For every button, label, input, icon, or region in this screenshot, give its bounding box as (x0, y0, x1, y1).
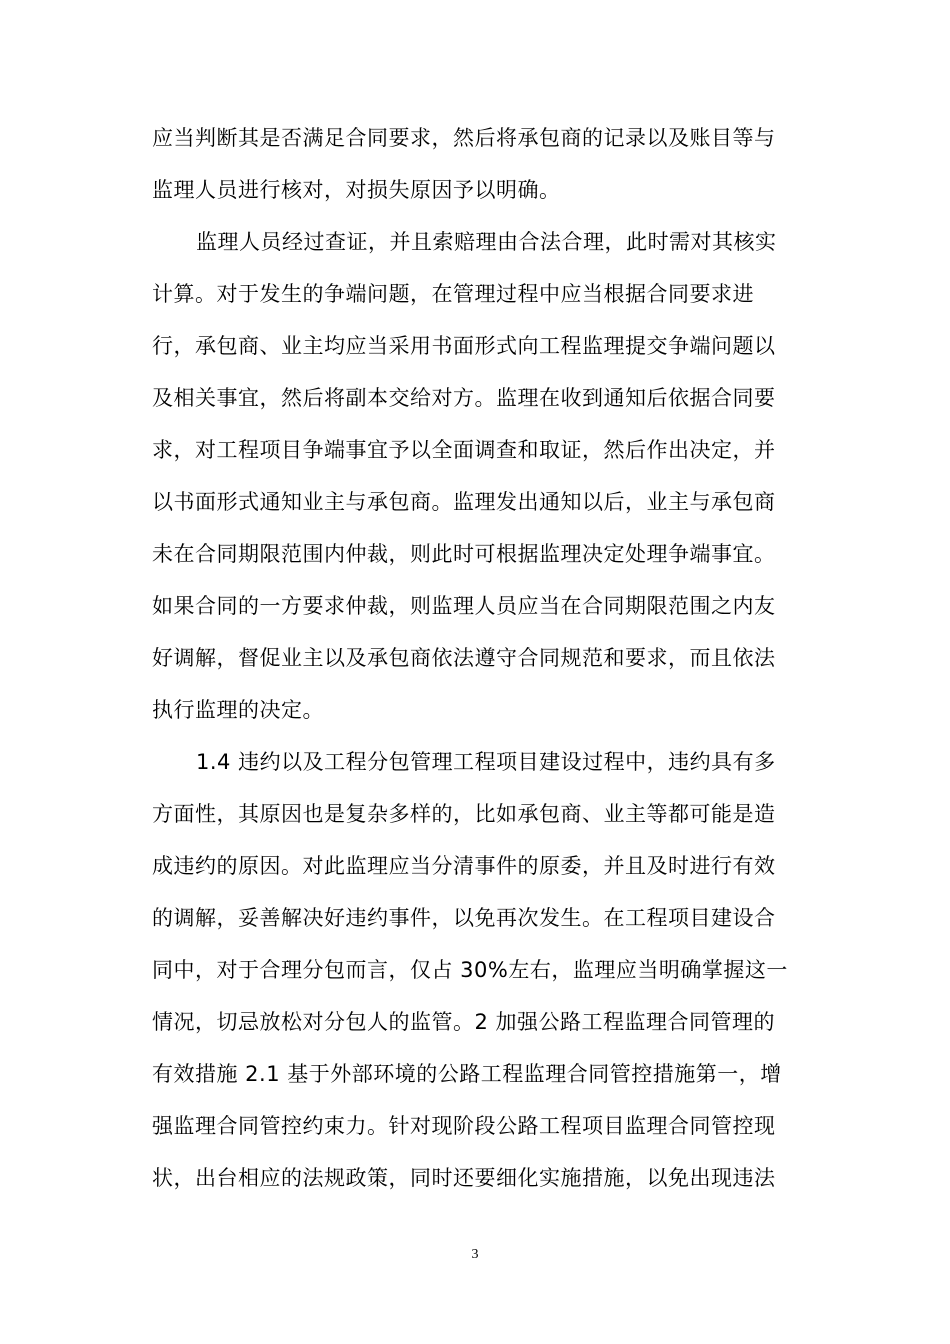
paragraph-first-line: 1.4 违约以及工程分包管理工程项目建设过程中，违约具有多 (196, 750, 776, 774)
body-text-line: 及相关事宜，然后将副本交给对方。监理在收到通知后依据合同要 (152, 386, 776, 410)
body-text-line: 的调解，妥善解决好违约事件，以免再次发生。在工程项目建设合 (152, 906, 776, 930)
body-text-line: 未在合同期限范围内仲裁，则此时可根据监理决定处理争端事宜。 (152, 542, 776, 566)
body-text-line: 以书面形式通知业主与承包商。监理发出通知以后，业主与承包商 (152, 490, 776, 514)
body-text-line: 成违约的原因。对此监理应当分清事件的原委，并且及时进行有效 (152, 854, 776, 878)
body-text-line: 执行监理的决定。 (152, 698, 324, 722)
body-text-line: 方面性，其原因也是复杂多样的，比如承包商、业主等都可能是造 (152, 802, 776, 826)
body-text-line: 行，承包商、业主均应当采用书面形式向工程监理提交争端问题以 (152, 334, 776, 358)
paragraph-first-line: 监理人员经过查证，并且索赔理由合法合理，此时需对其核实 (196, 230, 777, 254)
body-text-line: 状，出台相应的法规政策，同时还要细化实施措施，以免出现违法 (152, 1166, 776, 1190)
body-text-line: 应当判断其是否满足合同要求，然后将承包商的记录以及账目等与 (152, 126, 776, 150)
body-text-line: 强监理合同管控约束力。针对现阶段公路工程项目监理合同管控现 (152, 1114, 776, 1138)
body-text-line: 好调解，督促业主以及承包商依法遵守合同规范和要求，而且依法 (152, 646, 776, 670)
body-text-line: 计算。对于发生的争端问题，在管理过程中应当根据合同要求进 (152, 282, 754, 306)
body-text-line: 如果合同的一方要求仲裁，则监理人员应当在合同期限范围之内友 (152, 594, 776, 618)
page-number: 3 (471, 1247, 479, 1262)
body-text-line: 情况，切忌放松对分包人的监管。2 加强公路工程监理合同管理的 (152, 1010, 776, 1034)
body-text-line: 有效措施 2.1 基于外部环境的公路工程监理合同管控措施第一，增 (152, 1062, 782, 1086)
body-text-line: 求，对工程项目争端事宜予以全面调查和取证，然后作出决定，并 (152, 438, 776, 462)
body-text-line: 同中，对于合理分包而言，仅占 30%左右，监理应当明确掌握这一 (152, 958, 788, 982)
body-text-line: 监理人员进行核对，对损失原因予以明确。 (152, 178, 561, 202)
